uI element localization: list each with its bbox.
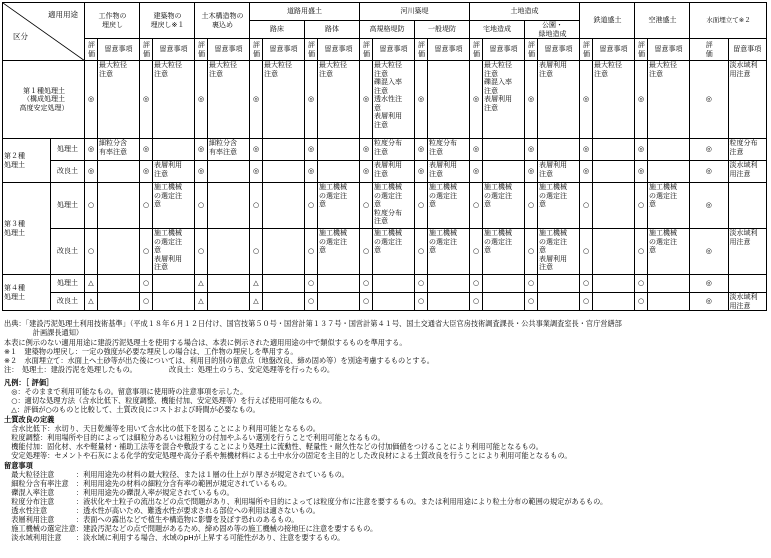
subclass-label: 処理土 [51,183,85,229]
eval-symbol: ◎ [690,275,729,293]
note-header-cell: 留意事項 [318,39,360,61]
eval-symbol: ○ [415,275,428,293]
note-cell: 最大粒径 注意 礫混入率 注意 表層利用 注意 [483,61,525,139]
note-cell [98,275,140,293]
note-cell [318,293,360,311]
note-cell: 施工機械 の選定注 意 表層利用 注意 [153,229,195,275]
notes-item-6: 表層利用注意 ：表面への露出などで植生や構造物に影響を及ぼす恐れのあるもの。 [4,515,299,524]
note-cell: 粒度分布 注意 [373,139,415,161]
note-cell: 淡水域利 用注意 [728,229,767,275]
table-row [3,139,767,161]
eval-symbol: ◎ [305,139,318,161]
eval-symbol: ○ [195,183,208,229]
note-cell: 施工機械 の選定注 意 [483,229,525,275]
note-header-cell: 留意事項 [483,39,525,61]
note-cell: 最大粒径 注意 [98,61,140,139]
table-row [3,183,767,229]
application-table [2,2,767,311]
note-cell: 施工機械 の選定注 意 [648,183,690,229]
note-cell [263,229,305,275]
eval-symbol: ○ [525,293,538,311]
note-cell [483,293,525,311]
eval-header-cell: 評 価 [305,39,318,61]
note-cell [538,293,580,311]
eval-symbol: ◎ [140,61,153,139]
eval-symbol: ◎ [250,161,263,183]
eval-symbol: ◎ [580,61,593,139]
note-cell: 粒度分布 注意 [428,139,470,161]
eval-symbol: ○ [580,183,593,229]
notes-item-1: 最大粒径注意 ：利用用途先の材料の最大粒径、または１層の仕上がり厚さが規定されているもの。 [4,470,349,479]
note-cell: 施工機械 の選定注 意 [428,229,470,275]
subheader-road-body: 路体 [305,21,360,39]
eval-symbol: ○ [305,275,318,293]
eval-symbol: ◎ [525,61,538,139]
group-header-g5: 河川築堤 [360,3,470,21]
subheader-land-residential: 宅地造成 [470,21,525,39]
legend-item-2: ○：適切な処理方法（含水比低下、粒度調整、機能付加、安定処理等）を行えば使用可能なもの。 [4,396,327,405]
note-cell: 最大粒径 注意 [648,61,690,139]
table-row [3,293,767,311]
note-cell [263,293,305,311]
note-cell: 施工機械 の選定注 意 [318,229,360,275]
eval-symbol: ◎ [360,161,373,183]
eval-symbol: ○ [305,183,318,229]
eval-header-cell: 評 価 [415,39,428,61]
eval-symbol: ○ [195,229,208,275]
eval-header-cell: 評 価 [470,39,483,61]
eval-symbol: ○ [525,229,538,275]
note-header-cell: 留意事項 [648,39,690,61]
improve-item-3: 機能付加：固化材、水や軽量材・補助工法等を混合や敷設することにより処理土に流動性、軽量性・耐久性などの付加価値をつけることにより利用可能となるもの。 [4,442,543,451]
eval-symbol: ◎ [250,61,263,139]
note-cell: 表層利用 注意 [428,161,470,183]
note-cell [98,293,140,311]
footer-p1: 本表に例示のない適用用途に建設汚泥処理土を使用する場合は、本表に例示された適用用途の中で類似するものを準用する。 [4,338,407,347]
note-cell [648,293,690,311]
eval-header-cell: 評 価 [580,39,593,61]
eval-symbol: ○ [250,183,263,229]
eval-symbol: ◎ [305,161,318,183]
eval-symbol: ◎ [415,161,428,183]
eval-symbol: ◎ [470,139,483,161]
note-cell [208,229,250,275]
eval-symbol: ○ [580,229,593,275]
note-cell: 施工機械 の選定注 意 [648,229,690,275]
improve-item-4: 安定処理等：セメントや石灰による化学的安定処理や高分子系や無機材料による土中水分の固定を主目的とした改良材による土質改良を行うことにより利用可能となるもの。 [4,451,572,460]
eval-header-cell: 評 価 [140,39,153,61]
legend-item-1: ◎：そのままで利用可能なもの。留意事項に使用時の注意事項を示した。 [4,387,248,396]
eval-symbol: ○ [415,293,428,311]
class-label: 第１種処理土 （構成処理土 高度安定処理） [3,61,85,139]
note-cell: 表層利用 注意 [373,161,415,183]
group-header-g6: 土地造成 [470,3,580,21]
note-cell [593,161,635,183]
eval-symbol: ○ [360,275,373,293]
notes-title: 留意事項 [4,461,33,470]
notes-item-7: 施工機械の選定注意：建設汚泥などの点で問題があるため、締め固め等の施工機械の接地圧に注意を要するもの。 [4,524,378,533]
note-header-cell: 留意事項 [538,39,580,61]
notes-item-3: 礫混入率注意 ：利用用途先の礫混入率が規定されているもの。 [4,488,234,497]
eval-symbol: △ [195,275,208,293]
note-cell [538,275,580,293]
eval-symbol: ○ [415,183,428,229]
eval-symbol: ◎ [360,139,373,161]
note-cell [263,275,305,293]
subheader-land-park: 公園・ 緑地造成 [525,21,580,39]
notes-item-4: 粒度分布注意 ：液状化や土粒子の流出などの点で問題があり、利用場所や目的によっては粒度分布に注意を要するもの。または利用用途により粒土分布の範囲の規定があるもの。 [4,497,608,506]
eval-header-cell: 評 価 [85,39,98,61]
note-cell [648,161,690,183]
eval-symbol: ○ [360,293,373,311]
eval-symbol: ○ [140,293,153,311]
eval-symbol: ○ [140,275,153,293]
eval-symbol: ○ [470,183,483,229]
eval-symbol: △ [250,293,263,311]
note-cell [648,275,690,293]
eval-header-row [3,39,767,61]
eval-symbol: ◎ [690,229,729,275]
eval-symbol: ○ [470,275,483,293]
note-cell [648,139,690,161]
eval-symbol: ◎ [580,161,593,183]
group-header-g9: 水面埋立て※２ [690,3,767,39]
note-cell: 粒度分布 注意 [728,139,767,161]
footer-note-2: ※２ 水面埋立て：水面上へ土砂等が出た後については、利用目的別の留意点（地盤改良、締め固め等）を別途考慮するものとする。 [4,356,434,365]
eval-symbol: ◎ [305,61,318,139]
eval-symbol: ◎ [470,61,483,139]
note-cell [208,161,250,183]
note-cell [153,293,195,311]
note-cell: 最大粒径 注意 [318,61,360,139]
note-cell: 細粒分含 有率注意 [98,139,140,161]
eval-header-cell: 評 価 [195,39,208,61]
eval-symbol: ○ [635,293,648,311]
eval-symbol: ◎ [635,161,648,183]
subheader-river-general: 一般堤防 [415,21,470,39]
class-label: 第３種 処理土 [3,183,51,275]
note-cell [593,139,635,161]
note-cell [483,161,525,183]
eval-header-cell: 評 価 [360,39,373,61]
table-row [3,229,767,275]
group-header-g1: 工作物の 埋戻し [85,3,140,39]
note-cell: 最大粒径 注意 [153,61,195,139]
note-cell [593,293,635,311]
note-cell: 表層利用 注意 [153,161,195,183]
eval-symbol: ○ [140,229,153,275]
group-header-g4: 道路用盛土 [250,3,360,21]
eval-symbol: ○ [470,229,483,275]
footer-source: 出典：「建設汚泥処理土利用技術基準」（平成１８年６月１２日付け、国官技第５０号・国営計第１３７号・国営計第４１号、国土交通省大臣官房技術調査課長・公共事業調査室長・官庁営繕部 計画課長通知） [4,319,622,337]
group-header-g8: 空港盛土 [635,3,690,39]
note-cell [98,183,140,229]
eval-symbol: ○ [525,183,538,229]
note-cell: 施工機械 の選定注 意 [483,183,525,229]
eval-symbol: ○ [580,275,593,293]
use-header-label: 適用用途 [48,10,78,19]
eval-symbol: ◎ [140,161,153,183]
note-cell: 最大粒径 注意 [263,61,305,139]
eval-symbol: ◎ [690,139,729,161]
improve-item-2: 粒度調整：利用場所や目的によっては細粒分あるいは粗粒分の付加やふるい選別を行うことで利用可能となるもの。 [4,433,385,442]
note-header-cell: 留意事項 [428,39,470,61]
note-cell [263,139,305,161]
class-label: 第２種 処理土 [3,139,51,183]
note-cell [728,183,767,229]
note-cell: 表層利用 注意 [538,61,580,139]
eval-symbol: ○ [635,183,648,229]
eval-symbol: ◎ [580,139,593,161]
eval-symbol: ◎ [140,139,153,161]
header-diagonal-cell [3,3,85,61]
eval-symbol: ○ [305,229,318,275]
note-cell: 最大粒径 注意 [593,61,635,139]
note-cell: 施工機械 の選定注 意 表層利用 注意 [538,229,580,275]
note-cell: 細粒分含 有率注意 [208,139,250,161]
table-row [3,61,767,139]
eval-symbol: ○ [140,183,153,229]
note-cell [428,293,470,311]
group-header-g7: 鉄道盛土 [580,3,635,39]
note-header-cell: 留意事項 [728,39,767,61]
eval-symbol: ◎ [250,139,263,161]
note-cell: 施工機械 の選定注 意 [428,183,470,229]
note-cell [318,275,360,293]
note-cell [593,275,635,293]
legend-item-3: △：評価が○のものと比較して、土質改良にコストおよび時間が必要なもの。 [4,405,260,414]
note-cell [263,183,305,229]
eval-symbol: ○ [580,293,593,311]
table-row [3,161,767,183]
eval-symbol: ◎ [195,61,208,139]
note-cell [373,275,415,293]
eval-symbol: ○ [250,229,263,275]
note-cell: 淡水域利 用注意 [728,161,767,183]
class-label: 第４種 処理土 [3,275,51,311]
note-cell: 淡水域利 用注意 [728,61,767,139]
eval-symbol: ○ [525,275,538,293]
eval-symbol: ◎ [415,139,428,161]
eval-symbol: ◎ [470,161,483,183]
note-cell: 表層利用 注意 [538,161,580,183]
note-cell [153,139,195,161]
note-cell: 施工機械 の選定注 意 粒度分布 注意 [373,183,415,229]
note-cell [373,293,415,311]
eval-symbol: △ [85,275,98,293]
note-cell: 施工機械 の選定注 意 [538,183,580,229]
subclass-label: 処理土 [51,139,85,161]
subclass-label: 改良土 [51,161,85,183]
eval-symbol: △ [195,293,208,311]
subclass-label: 改良土 [51,229,85,275]
eval-symbol: ◎ [195,161,208,183]
note-cell [208,275,250,293]
subclass-label: 処理土 [51,275,85,293]
note-cell [593,183,635,229]
note-header-cell: 留意事項 [153,39,195,61]
eval-symbol: ◎ [360,61,373,139]
note-cell [728,275,767,293]
note-cell [593,229,635,275]
note-cell: 淡水域利 用注意 [728,293,767,311]
table-body [3,61,767,311]
note-cell [428,275,470,293]
note-cell: 施工機械 の選定注 意 [318,183,360,229]
eval-symbol: ○ [415,229,428,275]
note-cell: 最大粒径 注意 [208,61,250,139]
eval-symbol: ◎ [525,139,538,161]
eval-symbol: ◎ [85,61,98,139]
subheader-river-high: 高規格堤防 [360,21,415,39]
eval-symbol: ○ [360,229,373,275]
footer-note-3: 注： 処理土：建設汚泥を処理したもの。 改良土：処理土のうち、安定処理等を行ったもの。 [4,365,335,374]
eval-header-cell: 評 価 [525,39,538,61]
eval-symbol: ◎ [690,293,729,311]
subheader-road-bed: 路床 [250,21,305,39]
eval-symbol: △ [85,293,98,311]
notes-item-2: 細粒分含有率注意 ：利用用途先の材料の細粒分含有率の範囲が規定されているもの。 [4,479,292,488]
eval-header-cell: 評 価 [250,39,263,61]
group-header-g2: 建築物の 埋戻し※１ [140,3,195,39]
note-cell [538,139,580,161]
eval-symbol: ○ [305,293,318,311]
note-header-cell: 留意事項 [593,39,635,61]
document-page [2,2,767,542]
eval-symbol: ◎ [195,139,208,161]
improve-title: 土質改良の定義 [4,415,55,424]
note-cell [263,161,305,183]
notes-item-5: 透水性注意 ：透水性が高いため、難透水性が要求される部位への利用は適さないもの。 [4,506,320,515]
note-cell: 最大粒径 注意 礫混入率 注意 透水性注 意 表層利用 注意 [373,61,415,139]
class-header-label: 区分 [13,32,28,41]
eval-symbol: ◎ [85,139,98,161]
eval-symbol: ◎ [690,61,729,139]
improve-item-1: 含水比低下：水切り、天日乾燥等を用いて含水比の低下を図ることにより利用可能となるもの。 [4,424,320,433]
eval-symbol: ◎ [415,61,428,139]
note-cell: 施工機械 の選定注 意 [153,183,195,229]
eval-header-cell: 評 価 [635,39,648,61]
eval-symbol: ○ [635,229,648,275]
eval-symbol: ○ [85,229,98,275]
eval-symbol: ○ [85,183,98,229]
eval-symbol: ○ [635,275,648,293]
eval-symbol: △ [250,275,263,293]
note-cell [318,139,360,161]
note-header-cell: 留意事項 [98,39,140,61]
eval-header-cell: 評 価 [690,39,729,61]
subclass-label: 改良土 [51,293,85,311]
eval-symbol: ◎ [635,61,648,139]
note-cell [318,161,360,183]
footer-note-1: ※１ 建築物の埋戻し：一定の強度が必要な埋戻しの場合は、工作物の埋戻しを準用する。 [4,347,298,356]
note-header-cell: 留意事項 [263,39,305,61]
eval-symbol: ◎ [525,161,538,183]
note-header-cell: 留意事項 [373,39,415,61]
legend-title: 凡例：［ 評価］ [4,378,54,387]
note-cell [208,183,250,229]
eval-symbol: ○ [360,183,373,229]
group-header-g3: 土木構造物の 裏込め [195,3,250,39]
note-cell [208,293,250,311]
note-cell [483,275,525,293]
eval-symbol: ◎ [635,139,648,161]
note-header-cell: 留意事項 [208,39,250,61]
note-cell: 施工機械 の選定注 意 [373,229,415,275]
note-cell [483,139,525,161]
table-row [3,275,767,293]
note-cell [153,275,195,293]
note-cell [428,61,470,139]
note-cell [98,161,140,183]
eval-symbol: ◎ [690,161,729,183]
eval-symbol: ◎ [690,183,729,229]
notes-item-8: 淡水域利用注意 ：淡水域に利用する場合、水域のpHが上昇する可能性があり、注意を要するもの。 [4,533,345,542]
eval-symbol: ◎ [85,161,98,183]
note-cell [98,229,140,275]
eval-symbol: ○ [470,293,483,311]
